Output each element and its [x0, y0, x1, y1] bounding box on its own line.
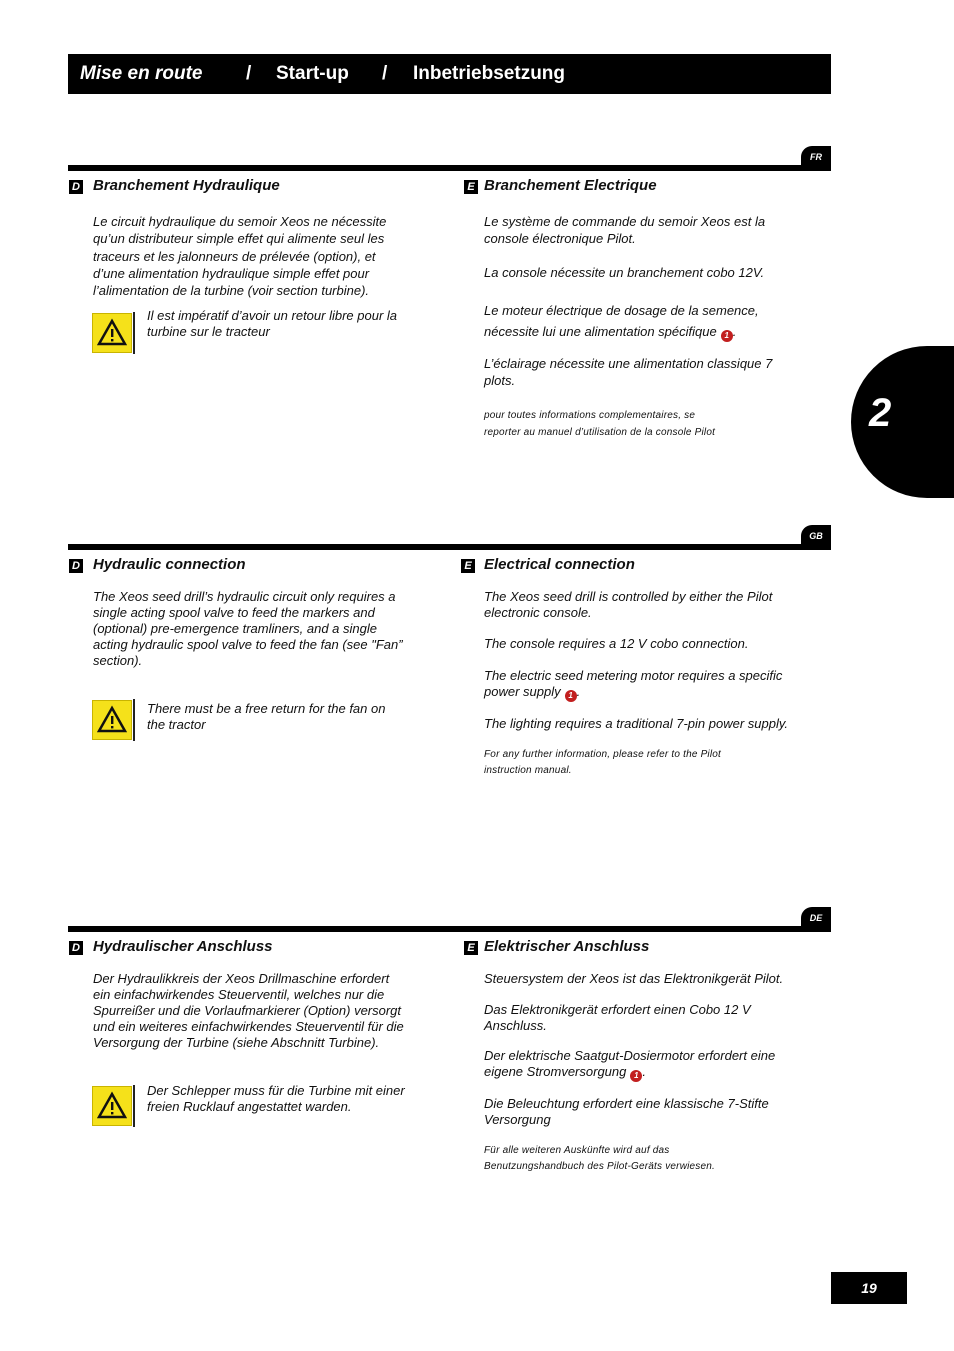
- warning-icon: [92, 700, 132, 740]
- hydraulic-text-de: Der Hydraulikkreis der Xeos Drillmaschine erfordert ein einfachwirkendes Steuerventil, welches nur die Spurreißer und die Vorlaufmarkierer (Option) versorgt und ein weiteres einfachwirkendes Steuerventil für die Versorgung der Turbine (siehe Abschnitt Turbine).: [93, 971, 404, 1050]
- warning-text-de: Der Schlepper muss für die Turbine mit einer freien Rucklauf angestattet warden.: [147, 1083, 405, 1114]
- page-number: 19: [831, 1272, 907, 1304]
- section-divider: [68, 165, 831, 171]
- electric-text-gb-3: The electric seed metering motor requires a specific power supply 1 .: [484, 668, 783, 700]
- language-tab-gb: GB: [801, 525, 831, 547]
- warning-divider: [133, 1085, 135, 1127]
- electric-note-fr: pour toutes informations complementaires, se reporter au manuel d’utilisation de la console Pilot: [484, 410, 716, 438]
- electric-text-de-4: Die Beleuchtung erfordert eine klassische 7-Stifte Versorgung: [484, 1096, 769, 1127]
- electric-note-de: Für alle weiteren Auskünfte wird auf das Benutzungshandbuch des Pilot-Geräts verwiesen.: [484, 1145, 715, 1172]
- hydraulic-heading-fr: Branchement Hydraulique: [93, 177, 280, 194]
- electric-text-de-3: Der elektrische Saatgut-Dosiermotor erfordert eine eigene Stromversorgung 1 .: [484, 1048, 776, 1080]
- warning-icon: [92, 313, 132, 353]
- hydraulic-heading-gb: Hydraulic connection: [93, 556, 246, 573]
- language-tab-de: DE: [801, 907, 831, 929]
- electric-heading-gb: Electrical connection: [484, 556, 635, 573]
- header-title-fr: Mise en route: [80, 63, 203, 84]
- warning-text-gb: There must be a free return for the fan on the tractor: [147, 701, 386, 732]
- header-title-gb: Start-up: [276, 63, 349, 84]
- header-title-de: Inbetriebsetzung: [413, 63, 566, 84]
- section-divider: [68, 544, 831, 550]
- electric-badge: E: [464, 180, 478, 194]
- electric-badge: E: [464, 941, 478, 955]
- warning-icon: [92, 1086, 132, 1126]
- electric-text-de-1: Steuersystem der Xeos ist das Elektronikgerät Pilot.: [484, 971, 784, 986]
- warning-text-fr: Il est impératif d’avoir un retour libre pour la turbine sur le tracteur: [147, 308, 398, 339]
- electric-text-fr-1: Le système de commande du semoir Xeos est la console électronique Pilot.: [484, 214, 766, 247]
- hydraulic-text-fr: Le circuit hydraulique du semoir Xeos ne nécessite qu’un distributeur simple effet qui alimente seul les traceurs et les jalonneurs de prélevée (option), et d’une alimentation hydraulique simple effet pour l’alimentation de la turbine (voir section turbine).: [93, 214, 387, 299]
- electric-text-gb-4: The lighting requires a traditional 7-pin power supply.: [484, 716, 788, 731]
- electric-text-fr-2: La console nécessite un branchement cobo 12V.: [484, 265, 765, 280]
- warning-divider: [133, 312, 135, 354]
- electric-badge: E: [461, 559, 475, 573]
- marker-icon: 1: [565, 690, 577, 702]
- electric-heading-de: Elektrischer Anschluss: [484, 938, 650, 955]
- electric-text-fr-4: L’éclairage nécessite une alimentation classique 7 plots.: [484, 356, 773, 389]
- hydraulic-badge: D: [69, 180, 83, 194]
- section-divider: [68, 926, 831, 932]
- marker-icon: 1: [721, 330, 733, 342]
- language-tab-fr: FR: [801, 146, 831, 168]
- chapter-number: 2: [869, 391, 892, 435]
- chapter-tab: [851, 346, 954, 498]
- electric-heading-fr: Branchement Electrique: [484, 177, 657, 194]
- hydraulic-badge: D: [69, 941, 83, 955]
- hydraulic-heading-de: Hydraulischer Anschluss: [93, 938, 273, 955]
- electric-text-gb-2: The console requires a 12 V cobo connection.: [484, 636, 749, 651]
- header-separator: /: [246, 63, 252, 84]
- marker-icon: 1: [630, 1070, 642, 1082]
- electric-text-gb-1: The Xeos seed drill is controlled by either the Pilot electronic console.: [484, 589, 773, 620]
- header-separator: /: [382, 63, 388, 84]
- electric-text-de-2: Das Elektronikgerät erfordert einen Cobo 12 V Anschluss.: [484, 1002, 751, 1033]
- hydraulic-text-gb: The Xeos seed drill’s hydraulic circuit only requires a single acting spool valve to feed the markers and (optional) pre-emergence tramliners, and a single acting hydraulic spool valve to feed the fan (see "Fan” section).: [93, 589, 403, 668]
- electric-note-gb: For any further information, please refer to the Pilot instruction manual.: [484, 749, 722, 776]
- warning-divider: [133, 699, 135, 741]
- page-header: [68, 54, 831, 94]
- electric-text-fr-3: Le moteur électrique de dosage de la semence, nécessite lui une alimentation spécifique 1 .: [484, 303, 759, 340]
- hydraulic-badge: D: [69, 559, 83, 573]
